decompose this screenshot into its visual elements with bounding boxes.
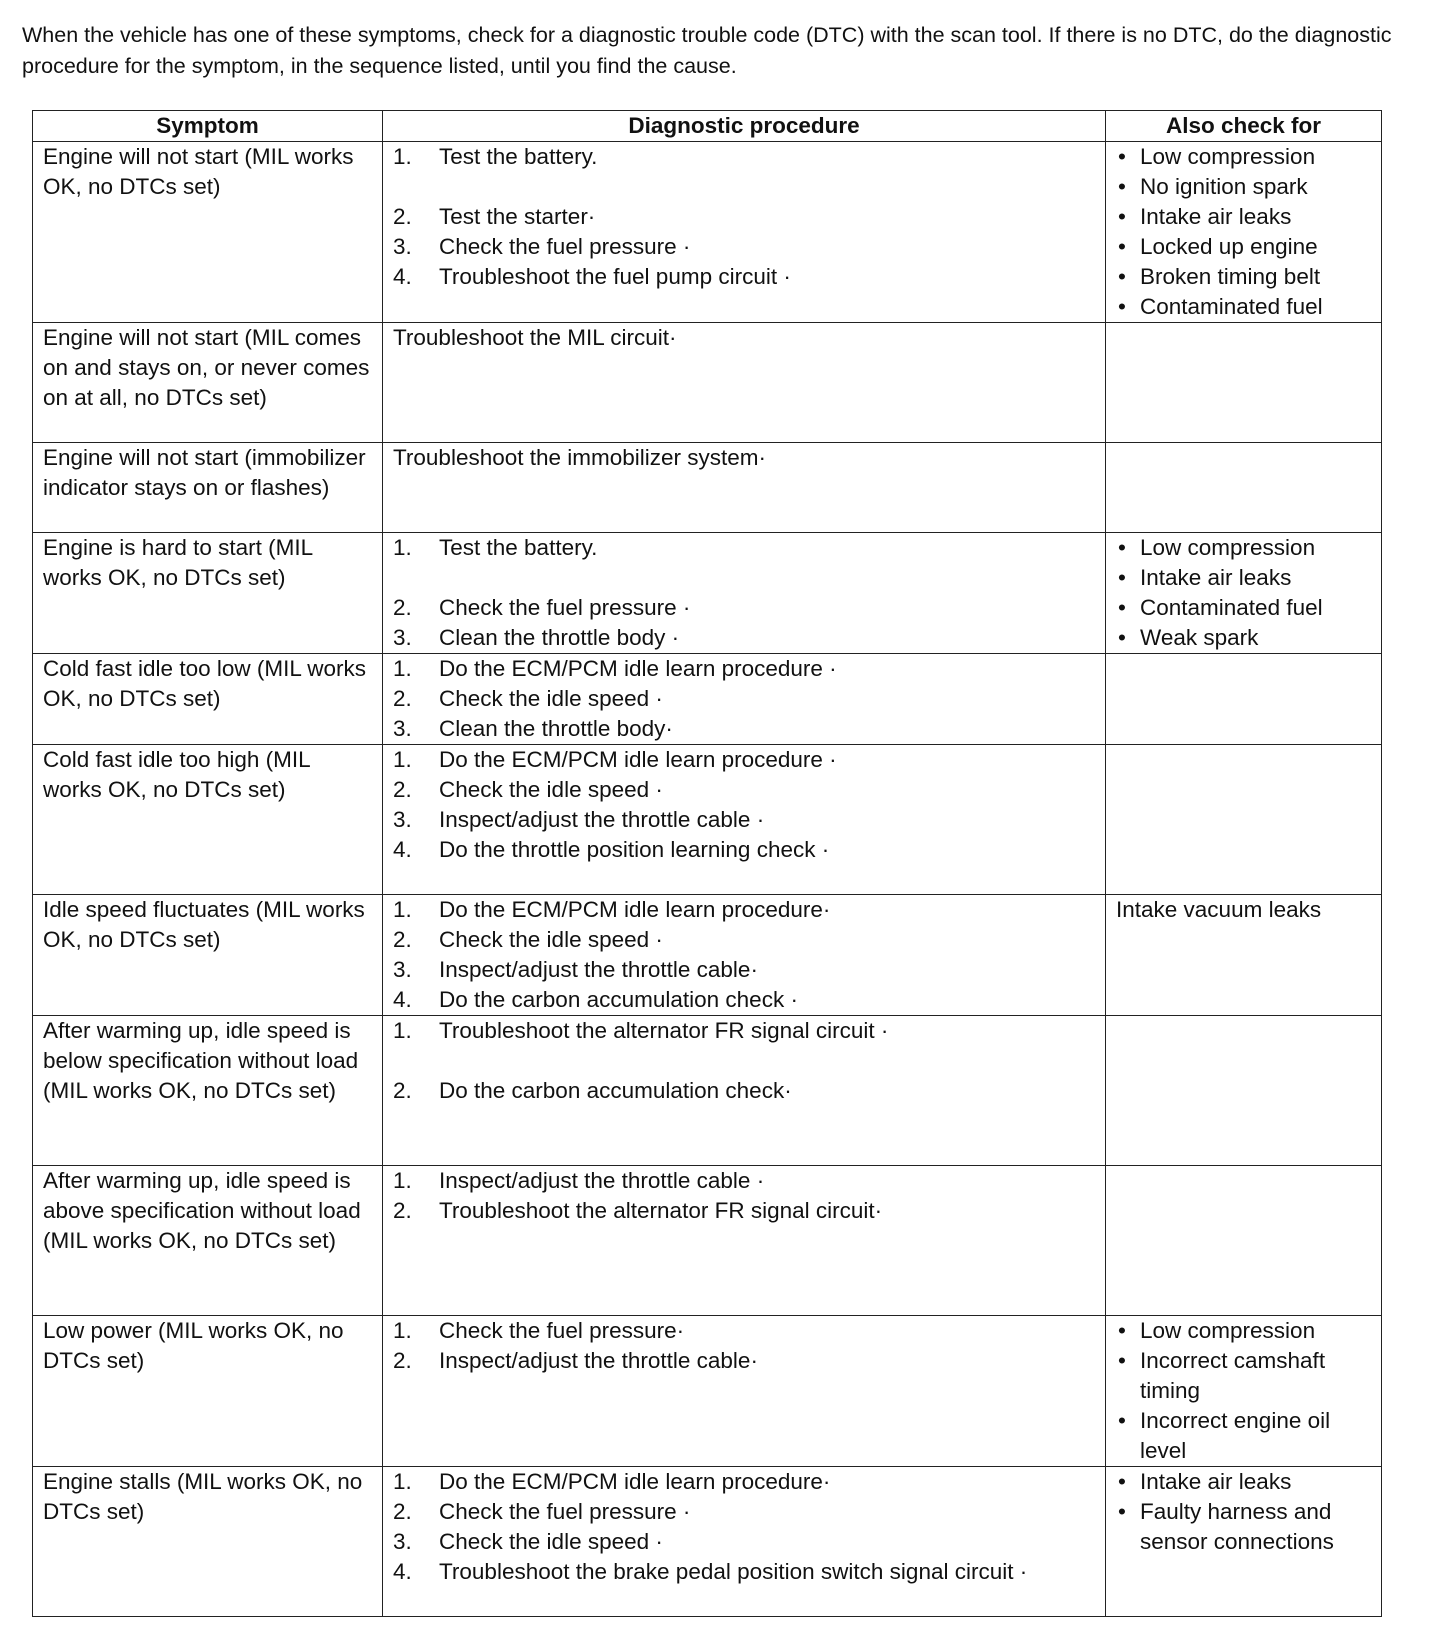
table-row — [33, 745, 1382, 895]
procedure-step: 2. Check the fuel pressure · — [393, 595, 691, 620]
also-check-item: • Contaminated fuel — [1118, 294, 1323, 319]
procedure-step: 2. Check the idle speed · — [393, 686, 663, 711]
table-row — [33, 1467, 1382, 1617]
table-row — [33, 443, 1382, 533]
procedure-step: 1. Do the ECM/PCM idle learn procedure · — [393, 747, 837, 772]
also-check-cell — [1106, 443, 1382, 533]
symptom-troubleshooting-table — [32, 110, 1382, 1617]
procedure-cell — [383, 142, 1106, 323]
procedure-step: 2. Troubleshoot the alternator FR signal circuit· — [393, 1198, 883, 1223]
procedure-step: 3. Clean the throttle body · — [393, 625, 680, 650]
procedure-step: 4. Do the throttle position learning check · — [393, 837, 830, 862]
symptom-cell: After warming up, idle speed is above specification without load (MIL works OK, no DTCs set) — [33, 1166, 383, 1316]
also-check-item: • Weak spark — [1118, 625, 1259, 650]
procedure-step: 2. Inspect/adjust the throttle cable· — [393, 1348, 758, 1373]
table-header-row — [33, 111, 1382, 142]
table-row — [33, 1316, 1382, 1467]
header-symptom: Symptom — [33, 111, 383, 142]
procedure-step: 2. Check the idle speed · — [393, 927, 663, 952]
also-check-item: • Intake air leaks — [1118, 204, 1292, 229]
also-check-item: • Low compression — [1118, 144, 1316, 169]
symptom-cell: Engine is hard to start (MIL works OK, no DTCs set) — [33, 533, 383, 654]
symptom-cell: Engine will not start (immobilizer indicator stays on or flashes) — [33, 443, 383, 533]
procedure-step: 3. Check the idle speed · — [393, 1529, 663, 1554]
procedure-cell — [383, 895, 1106, 1016]
intro-paragraph: When the vehicle has one of these symptoms, check for a diagnostic trouble code (DTC) with the scan tool. If there is no DTC, do the diagnostic procedure for the symptom, in the sequence listed, until you find the cause. — [22, 23, 1392, 78]
symptom-cell: After warming up, idle speed is below specification without load (MIL works OK, no DTCs set) — [33, 1016, 383, 1166]
procedure-step: 2. Check the idle speed · — [393, 777, 663, 802]
procedure-step: 1. Do the ECM/PCM idle learn procedure· — [393, 1469, 831, 1494]
procedure-cell — [383, 745, 1106, 895]
also-check-cell — [1106, 745, 1382, 895]
procedure-cell — [383, 654, 1106, 745]
table-row — [33, 895, 1382, 1016]
also-check-cell — [1106, 533, 1382, 654]
procedure-step: 1. Check the fuel pressure· — [393, 1318, 685, 1343]
also-check-cell: Intake vacuum leaks — [1106, 895, 1382, 1016]
also-check-cell — [1106, 323, 1382, 443]
table-row — [33, 654, 1382, 745]
also-check-cell — [1106, 1166, 1382, 1316]
also-check-item: • Incorrect camshaft timing — [1118, 1348, 1326, 1403]
also-check-cell — [1106, 142, 1382, 323]
procedure-step: 1. Do the ECM/PCM idle learn procedure · — [393, 656, 837, 681]
symptom-cell: Low power (MIL works OK, no DTCs set) — [33, 1316, 383, 1467]
procedure-step: 3. Inspect/adjust the throttle cable· — [393, 957, 758, 982]
procedure-step: 4. Troubleshoot the fuel pump circuit · — [393, 264, 791, 289]
procedure-cell — [383, 1166, 1106, 1316]
also-check-item: • Contaminated fuel — [1118, 595, 1323, 620]
procedure-step: 1. Do the ECM/PCM idle learn procedure· — [393, 897, 831, 922]
procedure-cell: Troubleshoot the MIL circuit· — [383, 323, 1106, 443]
procedure-cell: Troubleshoot the immobilizer system· — [383, 443, 1106, 533]
also-check-item: • Intake air leaks — [1118, 1469, 1292, 1494]
symptom-cell: Engine will not start (MIL works OK, no DTCs set) — [33, 142, 383, 323]
symptom-cell: Engine will not start (MIL comes on and stays on, or never comes on at all, no DTCs set) — [33, 323, 383, 443]
table-row — [33, 142, 1382, 323]
also-check-item: • Broken timing belt — [1118, 264, 1321, 289]
procedure-cell — [383, 533, 1106, 654]
also-check-item: • Low compression — [1118, 535, 1316, 560]
procedure-cell — [383, 1467, 1106, 1617]
procedure-step: 1. Inspect/adjust the throttle cable · — [393, 1168, 765, 1193]
procedure-step: 3. Clean the throttle body· — [393, 716, 673, 741]
procedure-step: 1. Test the battery. — [393, 144, 598, 169]
also-check-item: • Incorrect engine oil level — [1118, 1408, 1331, 1463]
also-check-item: • Locked up engine — [1118, 234, 1318, 259]
procedure-step: 4. Troubleshoot the brake pedal position switch signal circuit · — [393, 1559, 1028, 1584]
procedure-step: 1. Test the battery. — [393, 535, 598, 560]
also-check-item: • Low compression — [1118, 1318, 1316, 1343]
procedure-step: 2. Do the carbon accumulation check· — [393, 1078, 792, 1103]
procedure-step: 1. Troubleshoot the alternator FR signal circuit · — [393, 1018, 889, 1043]
header-diagnostic-procedure: Diagnostic procedure — [383, 111, 1106, 142]
table-row — [33, 1166, 1382, 1316]
also-check-item: • Faulty harness and sensor connections — [1118, 1499, 1334, 1554]
procedure-step: 3. Inspect/adjust the throttle cable · — [393, 807, 765, 832]
table-row — [33, 323, 1382, 443]
procedure-step: 2. Test the starter· — [393, 204, 596, 229]
table-row — [33, 533, 1382, 654]
also-check-item: • Intake air leaks — [1118, 565, 1292, 590]
table-row — [33, 1016, 1382, 1166]
also-check-item: • No ignition spark — [1118, 174, 1308, 199]
symptom-cell: Engine stalls (MIL works OK, no DTCs set) — [33, 1467, 383, 1617]
header-also-check-for: Also check for — [1106, 111, 1382, 142]
symptom-cell: Cold fast idle too high (MIL works OK, no DTCs set) — [33, 745, 383, 895]
procedure-step: 3. Check the fuel pressure · — [393, 234, 691, 259]
also-check-cell — [1106, 1316, 1382, 1467]
procedure-step: 2. Check the fuel pressure · — [393, 1499, 691, 1524]
symptom-cell: Cold fast idle too low (MIL works OK, no DTCs set) — [33, 654, 383, 745]
also-check-cell — [1106, 654, 1382, 745]
procedure-cell — [383, 1316, 1106, 1467]
also-check-cell — [1106, 1467, 1382, 1617]
procedure-cell — [383, 1016, 1106, 1166]
symptom-cell: Idle speed fluctuates (MIL works OK, no DTCs set) — [33, 895, 383, 1016]
also-check-cell — [1106, 1016, 1382, 1166]
procedure-step: 4. Do the carbon accumulation check · — [393, 987, 798, 1012]
